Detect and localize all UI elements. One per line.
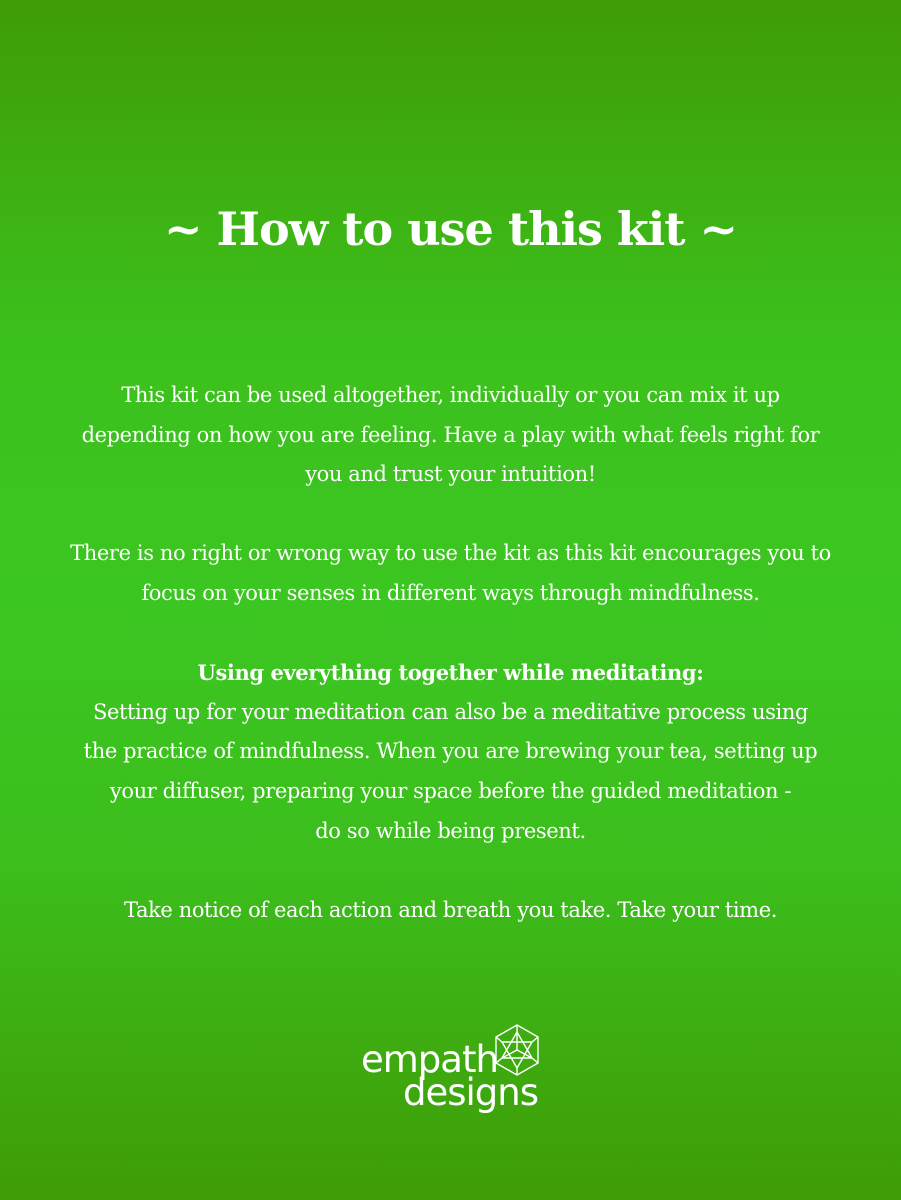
no-right-or-wrong-paragraph — [70, 534, 831, 613]
text-line: your diffuser, preparing your space before the guided meditation - — [109, 778, 792, 803]
brand-logo — [358, 1024, 543, 1119]
text-line: depending on how you are feeling. Have a play with what feels right for — [81, 422, 820, 447]
page-title: ~ How to use this kit ~ — [163, 202, 738, 256]
text-line: Take notice of each action and breath you take. Take your time. — [123, 897, 778, 922]
sacred-geometry-icon — [494, 1024, 540, 1076]
logo-word-empath: empath — [361, 1038, 498, 1081]
text-line: Setting up for your meditation can also be a meditative process using — [92, 699, 809, 724]
text-line: This kit can be used altogether, individually or you can mix it up — [121, 383, 780, 407]
text-line: the practice of mindfulness. When you are brewing your tea, setting up — [83, 739, 818, 764]
text-line: you and trust your intuition! — [305, 462, 596, 487]
meditation-paragraph — [70, 693, 831, 851]
logo-word-designs: designs — [403, 1071, 539, 1114]
text-line: do so while being present. — [315, 818, 586, 843]
section-heading: Using everything together while meditating: — [197, 660, 704, 686]
take-notice-paragraph — [70, 891, 831, 931]
text-line: There is no right or wrong way to use the kit as this kit encourages you to — [70, 541, 831, 566]
body-text — [70, 376, 831, 930]
intro-paragraph — [70, 376, 831, 495]
text-line: focus on your senses in different ways through mindfulness. — [141, 580, 760, 605]
